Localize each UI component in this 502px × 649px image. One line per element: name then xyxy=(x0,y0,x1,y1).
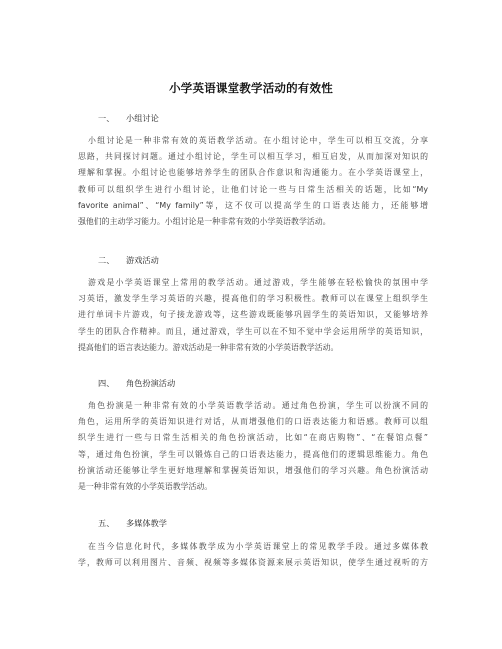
paragraph-line: 角色扮演是一种非常有效的小学英语教学活动。通过角色扮演，学生可以扮演不同的 xyxy=(88,401,428,410)
section-title: 多媒体教学 xyxy=(126,518,167,528)
paragraph-line: 是一种非常有效的小学英语教学活动。 xyxy=(78,481,213,491)
paragraph-line: 进行单词卡片游戏，句子接龙游戏等，这些游戏既能够巩固学生的英语知识，又能够培养 xyxy=(78,310,428,320)
paragraph-line: 学，教师可以利用图片、音频、视频等多媒体资源来展示英语知识，使学生通过视听的方 xyxy=(78,558,428,568)
paragraph-line: 织学生进行一些与日常生活相关的角色扮演活动，比如“在商店购物”、“在餐馆点餐” xyxy=(78,433,428,443)
paragraph-line: 习英语，激发学生学习英语的兴趣，提高他们的学习积极性。教师可以在课堂上组织学生 xyxy=(78,294,428,304)
section-title: 游戏活动 xyxy=(126,255,159,265)
paragraph-line: favorite animal”、“My family”等，这不仅可以提高学生的口语表达能力，还能够增 xyxy=(78,200,428,210)
section-number: 一、 xyxy=(98,113,115,123)
section-heading-1 xyxy=(98,113,159,124)
section-heading-4 xyxy=(98,378,175,389)
paragraph-line: 教师可以组织学生进行小组讨论，让他们讨论一些与日常生活相关的话题，比如“My xyxy=(78,184,428,194)
paragraph-line: 学生的团队合作精神。而且，通过游戏，学生可以在不知不觉中学会运用所学的英语知识， xyxy=(78,326,428,336)
paragraph-line: 小组讨论是一种非常有效的英语教学活动。在小组讨论中，学生可以相互交流，分享 xyxy=(88,136,428,145)
section-paragraph-5 xyxy=(78,539,428,571)
section-number: 五、 xyxy=(98,518,115,528)
section-paragraph-4 xyxy=(78,398,428,495)
paragraph-line: 等，通过角色扮演，学生可以锻炼自己的口语表达能力，提高他们的逻辑思维能力。角色 xyxy=(78,449,428,459)
section-title: 角色扮演活动 xyxy=(126,378,176,388)
paragraph-line: 思路，共同探讨问题。通过小组讨论，学生可以相互学习，相互启发，从而加深对知识的 xyxy=(78,152,428,162)
paragraph-line: 强他们的主动学习能力。小组讨论是一种非常有效的小学英语教学活动。 xyxy=(78,216,331,226)
section-heading-2 xyxy=(98,255,159,266)
paragraph-line: 角色，运用所学的英语知识进行对话，从而增强他们的口语表达能力和语感。教师可以组 xyxy=(78,417,428,427)
section-title: 小组讨论 xyxy=(126,113,159,123)
paragraph-line: 提高他们的语言表达能力。游戏活动是一种非常有效的小学英语教学活动。 xyxy=(78,342,339,352)
page-title: 小学英语课堂教学活动的有效性 xyxy=(169,81,333,95)
section-number: 四、 xyxy=(98,378,115,388)
paragraph-line: 游戏是小学英语课堂上常用的教学活动。通过游戏，学生能够在轻松愉快的氛围中学 xyxy=(88,278,428,287)
section-number: 二、 xyxy=(98,255,115,265)
section-paragraph-1 xyxy=(78,133,428,230)
paragraph-line: 扮演活动还能够让学生更好地理解和掌握英语知识，增强他们的学习兴趣。角色扮演活动 xyxy=(78,465,428,475)
section-heading-5 xyxy=(98,518,167,529)
paragraph-line: 在当今信息化时代，多媒体教学成为小学英语课堂上的常见教学手段。通过多媒体教 xyxy=(88,542,428,551)
paragraph-line: 理解和掌握。小组讨论也能够培养学生的团队合作意识和沟通能力。在小学英语课堂上， xyxy=(78,168,428,178)
section-paragraph-2 xyxy=(78,275,428,356)
